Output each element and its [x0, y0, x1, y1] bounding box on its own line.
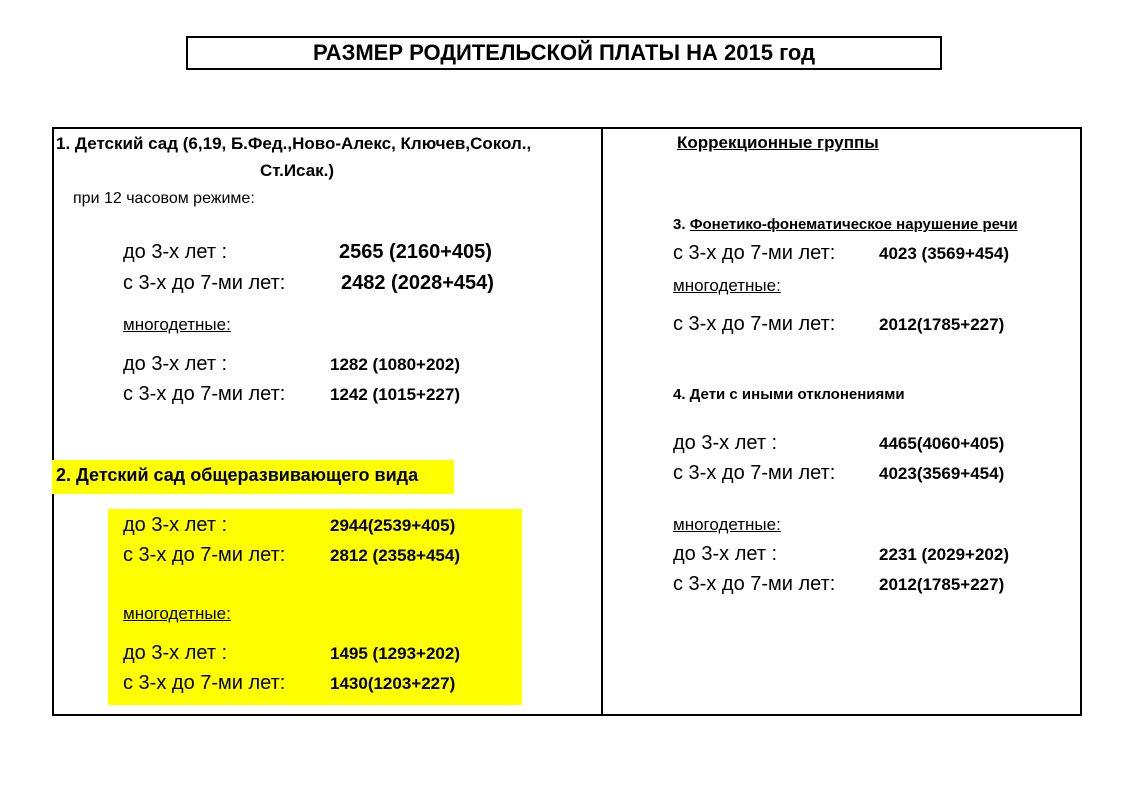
section4-heading: 4. Дети с иными отклонениями: [673, 386, 905, 403]
s1-row3-value: 1282 (1080+202): [330, 355, 460, 374]
s2-row3-label: до 3-х лет :: [123, 642, 228, 664]
s1-row4-label: с 3-х до 7-ми лет:: [123, 383, 286, 405]
section1-heading: 1. Детский сад (6,19, Б.Фед.,Ново-Алекс, Ключев,Сокол.,: [56, 134, 532, 153]
s4-row3-label: до 3-х лет :: [673, 543, 778, 565]
s2-row1-label: до 3-х лет :: [123, 514, 228, 536]
s4-row2-value: 4023(3569+454): [879, 464, 1005, 483]
s2-row4-label: с 3-х до 7-ми лет:: [123, 672, 286, 694]
s3-row2-label: с 3-х до 7-ми лет:: [673, 313, 836, 335]
s2-large-families-label: многодетные:: [123, 604, 231, 623]
section1-mode: при 12 часовом режиме:: [73, 190, 255, 207]
s2-row2-value: 2812 (2358+454): [330, 546, 460, 565]
s1-row3-label: до 3-х лет :: [123, 353, 228, 375]
section3-title: Фонетико-фонематическое нарушение речи: [689, 216, 1018, 233]
s3-row2-value: 2012(1785+227): [879, 315, 1005, 334]
page-title: РАЗМЕР РОДИТЕЛЬСКОЙ ПЛАТЫ НА 2015 год: [186, 36, 942, 70]
s3-row1-label: с 3-х до 7-ми лет:: [673, 242, 836, 264]
s3-row1-value: 4023 (3569+454): [879, 244, 1009, 263]
s1-row4-value: 1242 (1015+227): [330, 385, 460, 404]
column-divider: [601, 127, 603, 716]
s3-large-families-label: многодетные:: [673, 276, 781, 295]
s4-row4-value: 2012(1785+227): [879, 575, 1005, 594]
s2-row4-value: 1430(1203+227): [330, 674, 456, 693]
s4-row1-label: до 3-х лет :: [673, 432, 778, 454]
section3-heading: [673, 216, 1018, 233]
correction-groups-heading: Коррекционные группы: [677, 133, 879, 152]
s4-row2-label: с 3-х до 7-ми лет:: [673, 462, 836, 484]
s2-row3-value: 1495 (1293+202): [330, 644, 460, 663]
s4-row4-label: с 3-х до 7-ми лет:: [673, 573, 836, 595]
section3-number: 3.: [673, 216, 686, 233]
s1-row1-value: 2565 (2160+405): [339, 241, 492, 263]
s4-large-families-label: многодетные:: [673, 515, 781, 534]
section1-heading-cont: Ст.Исак.): [260, 161, 335, 180]
s1-row2-value: 2482 (2028+454): [341, 272, 494, 294]
s4-row3-value: 2231 (2029+202): [879, 545, 1009, 564]
s1-row2-label: с 3-х до 7-ми лет:: [123, 272, 286, 294]
s1-large-families-label: многодетные:: [123, 315, 231, 334]
s2-row2-label: с 3-х до 7-ми лет:: [123, 544, 286, 566]
s1-row1-label: до 3-х лет :: [123, 241, 228, 263]
s2-row1-value: 2944(2539+405): [330, 516, 456, 535]
s4-row1-value: 4465(4060+405): [879, 434, 1005, 453]
section2-heading: 2. Детский сад общеразвивающего вида: [56, 465, 419, 485]
